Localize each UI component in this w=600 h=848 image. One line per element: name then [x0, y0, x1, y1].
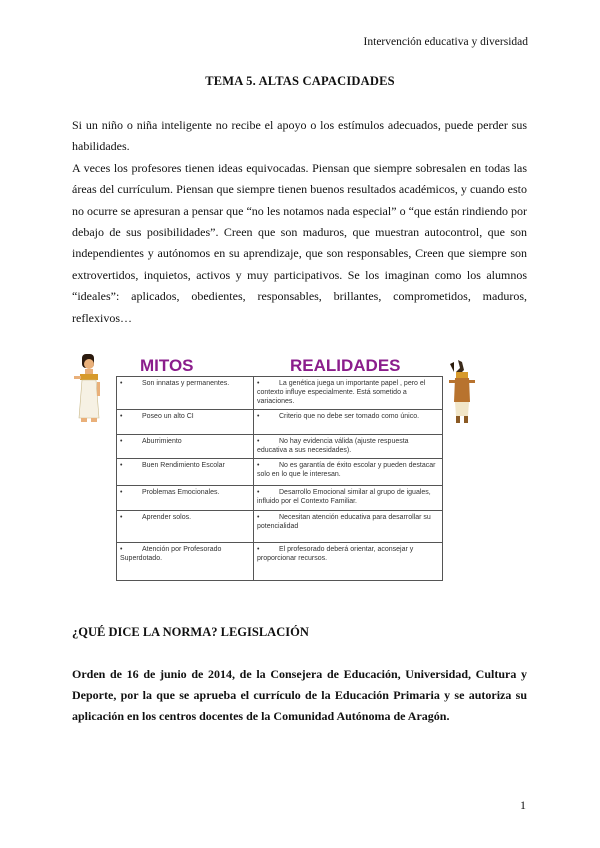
anubis-figure-icon [446, 358, 478, 424]
page-number: 1 [520, 798, 526, 812]
realidades-heading: REALIDADES [290, 356, 401, 375]
myth-cell: • Son innatas y permanentes. [117, 377, 254, 410]
reality-cell: • Desarrollo Emocional similar al grupo de iguales, influido por el Contexto Familiar. [254, 486, 443, 511]
table-row [117, 486, 443, 511]
reality-cell: • Necesitan atención educativa para desarrollar su potencialidad [254, 511, 443, 543]
table-row [117, 459, 443, 486]
running-header: Intervención educativa y diversidad [363, 36, 528, 48]
table-row [117, 543, 443, 581]
reality-cell: • El profesorado deberá orientar, aconsejar y proporcionar recursos. [254, 543, 443, 581]
myth-cell: • Problemas Emocionales. [117, 486, 254, 511]
paragraph-2: A veces los profesores tienen ideas equivocadas. Piensan que siempre sobresalen en todas las áreas del currículum. Piensan que siempre tienen buenos resultados académicos, y cuando esto no ocurre se apresuran a pensar que “no les notamos nada especial” o “que están rindiendo por debajo de sus posibilidades”. Creen que son maduros, que muestran autocontrol, que son independientes y autónomos en su aprendizaje, que son responsables, Creen que siempre son extrovertidos, inquietos, activos y muy participativos. Se los imaginan como los alumnos “ideales”: aplicados, obedientes, responsables, brillantes, comprometidos, maduros, reflexivos… [72, 160, 527, 325]
table-row [117, 435, 443, 459]
reality-cell: • La genética juega un importante papel , pero el contexto influye especialmente. Está sometido a variaciones. [254, 377, 443, 410]
reality-cell: • Criterio que no debe ser tomado como único. [254, 410, 443, 435]
table-row [117, 511, 443, 543]
mitos-heading: MITOS [140, 356, 194, 375]
myth-cell: • Buen Rendimiento Escolar [117, 459, 254, 486]
myths-table [116, 376, 443, 581]
myth-cell: • Poseo un alto CI [117, 410, 254, 435]
myth-cell: • Aprender solos. [117, 511, 254, 543]
table-row [117, 410, 443, 435]
myths-realities-figure [72, 350, 527, 582]
myth-cell: • Aburrimiento [117, 435, 254, 459]
page-title: TEMA 5. ALTAS CAPACIDADES [205, 74, 395, 88]
egyptian-woman-icon [72, 352, 106, 424]
body-text [72, 115, 527, 329]
myth-cell: • Atención por Profesorado Superdotado. [117, 543, 254, 581]
legislation-paragraph: Orden de 16 de junio de 2014, de la Consejera de Educación, Universidad, Cultura y Deporte, por la que se aprueba el currículo de la Educación Primaria y se autoriza su aplicación en los centros docentes de la Comunidad Autónoma de Aragón. [72, 667, 527, 723]
table-row [117, 377, 443, 410]
reality-cell: • No es garantía de éxito escolar y pueden destacar solo en lo que le interesan. [254, 459, 443, 486]
reality-cell: • No hay evidencia válida (ajuste respuesta educativa a sus necesidades). [254, 435, 443, 459]
section-heading: ¿QUÉ DICE LA NORMA? LEGISLACIÓN [72, 625, 309, 639]
paragraph-1: Si un niño o niña inteligente no recibe el apoyo o los estímulos adecuados, puede perder sus habilidades. [72, 118, 527, 154]
